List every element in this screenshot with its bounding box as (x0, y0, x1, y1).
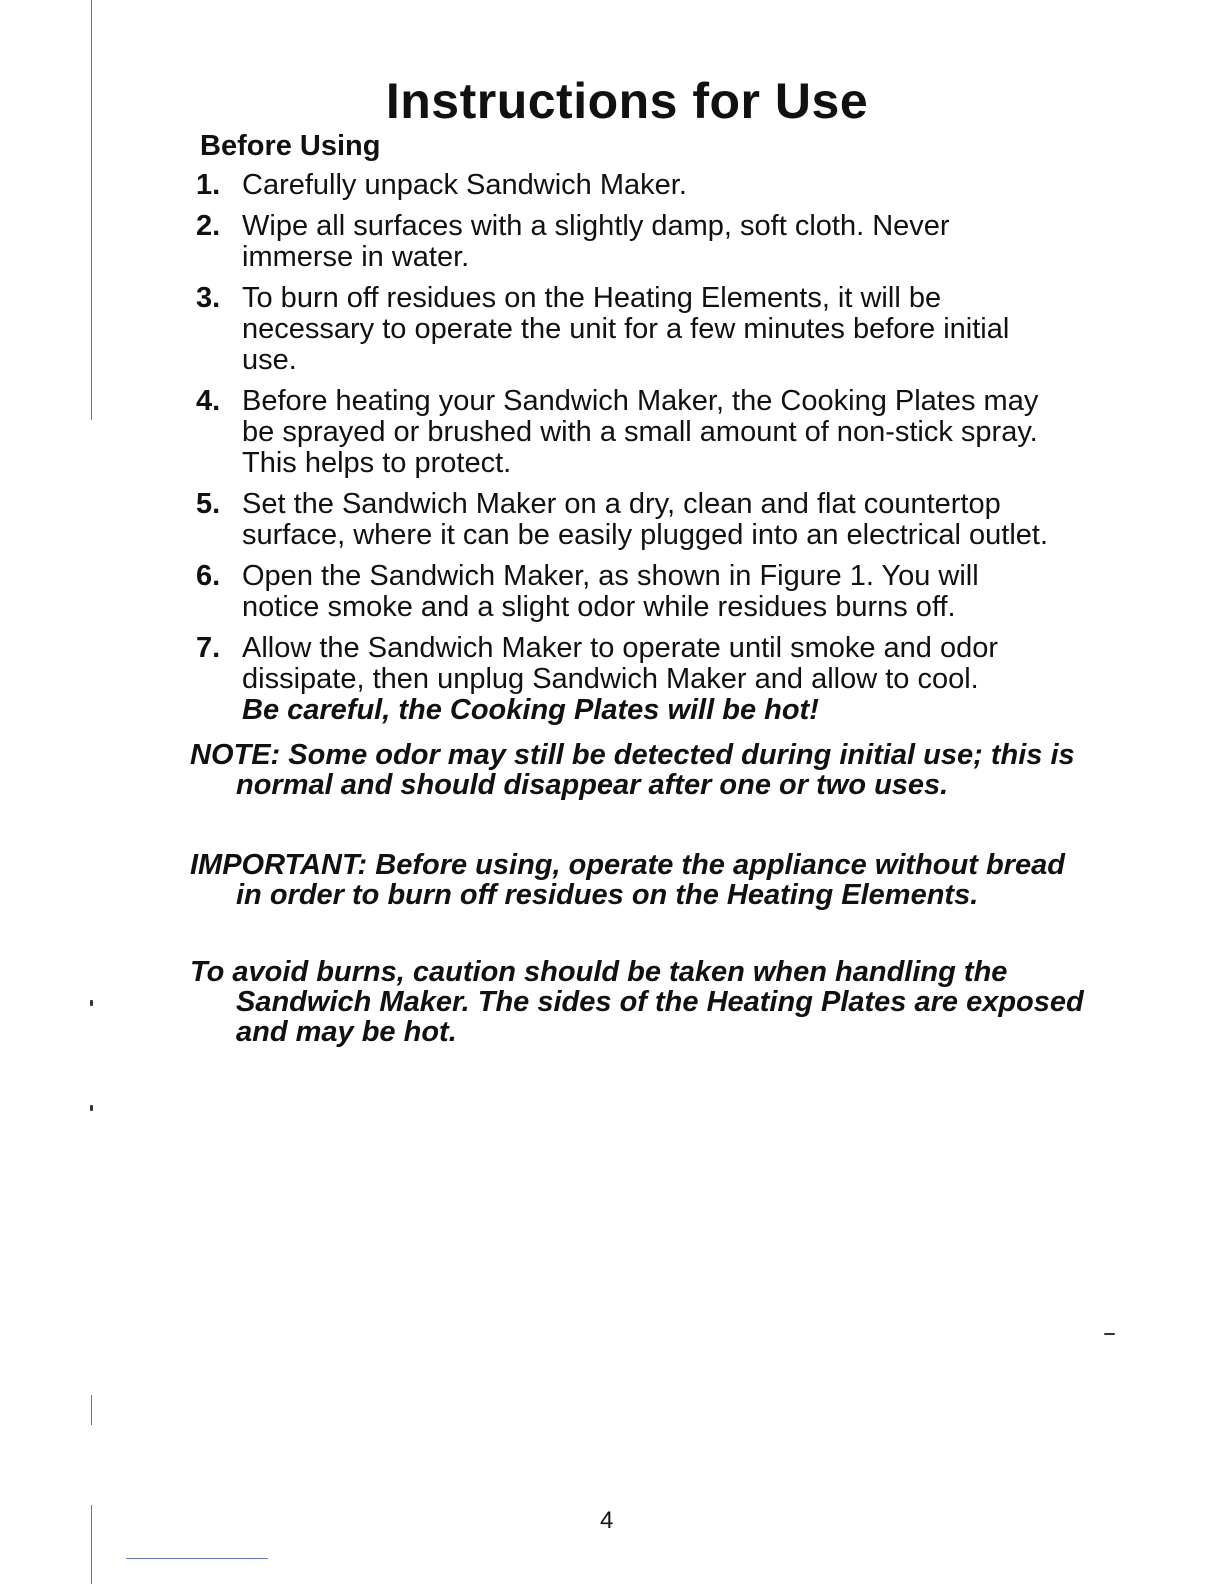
list-item (196, 211, 1052, 273)
section-heading: Before Using (200, 130, 381, 162)
step-text: Set the Sandwich Maker on a dry, clean and flat countertop surface, where it can be easily plugged into an electrical outlet. (242, 488, 1049, 551)
step-number: 6. (196, 560, 221, 592)
important-paragraph: IMPORTANT: Before using, operate the appliance without bread in order to burn off residues on the Heating Elements. (190, 849, 1065, 911)
step-text: Wipe all surfaces with a slightly damp, soft cloth. Never immerse in water. (242, 210, 950, 273)
step-text: Allow the Sandwich Maker to operate until smoke and odor dissipate, then unplug Sandwich Maker and allow to cool. (242, 632, 999, 695)
step-number: 7. (196, 632, 221, 664)
scan-speck (90, 1000, 93, 1006)
list-item (196, 170, 1052, 201)
caution-paragraph: To avoid burns, caution should be taken when handling the Sandwich Maker. The sides of the Heating Plates are exposed and may be hot. (190, 956, 1084, 1048)
scan-edge-line (91, 1395, 92, 1425)
steps-list (196, 170, 1052, 736)
footer-rule (126, 1558, 268, 1559)
step-number: 2. (196, 210, 221, 242)
step-number: 4. (196, 385, 221, 417)
list-item (196, 633, 1052, 726)
hot-plates-warning: Be careful, the Cooking Plates will be hot! (242, 694, 819, 726)
note-paragraph: NOTE: Some odor may still be detected during initial use; this is normal and should disappear after one or two uses. (190, 739, 1075, 801)
step-number: 1. (196, 169, 221, 201)
scan-speck (1104, 1333, 1115, 1335)
scan-edge-line (91, 0, 92, 420)
list-item (196, 283, 1052, 376)
list-item (196, 489, 1052, 551)
step-number: 5. (196, 488, 221, 520)
step-number: 3. (196, 282, 221, 314)
step-text: Before heating your Sandwich Maker, the Cooking Plates may be sprayed or brushed with a small amount of non-stick spray. This helps to protect. (242, 385, 1039, 479)
page-title: Instructions for Use (385, 73, 869, 129)
page-number: 4 (600, 1507, 614, 1534)
scan-speck (90, 1105, 93, 1111)
step-text: To burn off residues on the Heating Elements, it will be necessary to operate the unit for a few minutes before initial use. (242, 282, 1010, 376)
scan-edge-line (91, 1505, 92, 1584)
step-text: Carefully unpack Sandwich Maker. (242, 169, 687, 201)
list-item (196, 561, 1052, 623)
list-item (196, 386, 1052, 479)
step-text: Open the Sandwich Maker, as shown in Figure 1. You will notice smoke and a slight odor while residues burns off. (242, 560, 979, 623)
